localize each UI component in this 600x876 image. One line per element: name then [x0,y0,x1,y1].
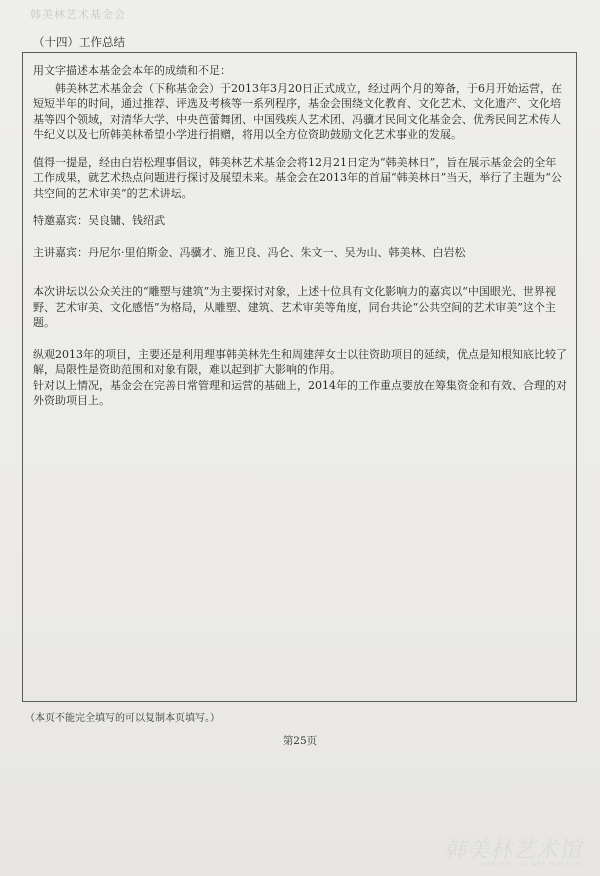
faded-header: 韩美林艺术基金会 [30,8,126,21]
footnote: （本页不能完全填写的可以复制本页填写。） [25,713,220,724]
keynote-speakers: 主讲嘉宾：丹尼尔·里伯斯金、冯骥才、施卫良、冯仑、朱文一、吴为山、韩美林、白岩松 [33,245,466,259]
paragraph-forum: 本次讲坛以公众关注的“雕塑与建筑”为主要探讨对象，上述十位具有文化影响力的嘉宾以“中国眼光、世界视野、艺术审美、文化感悟”为格局，从雕塑、建筑、艺术审美等角度，同台共论“公共空间的艺术审美”这个主题。 [33,285,556,329]
section-title: （十四）工作总结 [33,35,125,49]
form-prompt: 用文字描述本基金会本年的成绩和不足： [33,64,231,77]
summary-box [22,52,577,702]
page-number: 第25页 [282,735,318,747]
special-guests: 特邀嘉宾：吴良镛、钱绍武 [33,214,165,227]
paragraph-plan: 针对以上情况，基金会在完善日常管理和运营的基础上，2014年的工作重点要放在筹集资金和有效、合理的对外资助项目上。 [33,378,567,407]
paragraph-founding: 韩美林艺术基金会（下称基金会）于2013年3月20日正式成立，经过两个月的筹备，于6月开始运营，在短短半年的时间，通过推荐、评选及考核等一系列程序，基金会围绕文化教育、文化艺术、文化遗产、文化培基等四个领域，对清华大学、中央芭蕾舞团、中国残疾人艺术团、冯骥才民间文化基金会、优秀民间艺术传人牛纪义以及七所韩美林希望小学进行捐赠，将用以全方位资助鼓励文化艺术事业的发展。 [33,81,562,141]
watermark-caption: HAN MEI LIN ART MUSEUM [480,861,582,868]
watermark-script: 韩美林艺术馆 [443,838,582,863]
museum-watermark-logo [443,833,588,873]
paragraph-review: 纵观2013年的项目，主要还是利用理事韩美林先生和周建萍女士以往资助项目的延续，优点是知根知底比较了解，局限性是资助范围和对象有限，难以起到扩大影响的作用。 [33,347,567,376]
summary-content [33,63,567,409]
paragraph-hanmeilin-day: 值得一提是，经由白岩松理事倡议，韩美林艺术基金会将12月21日定为“韩美林日”，旨在展示基金会的全年工作成果，就艺术热点问题进行探讨及展望未来。基金会在2013年的首届“韩美林日”当天，举行了主题为“公共空间的艺术审美”的艺术讲坛。 [33,155,562,200]
